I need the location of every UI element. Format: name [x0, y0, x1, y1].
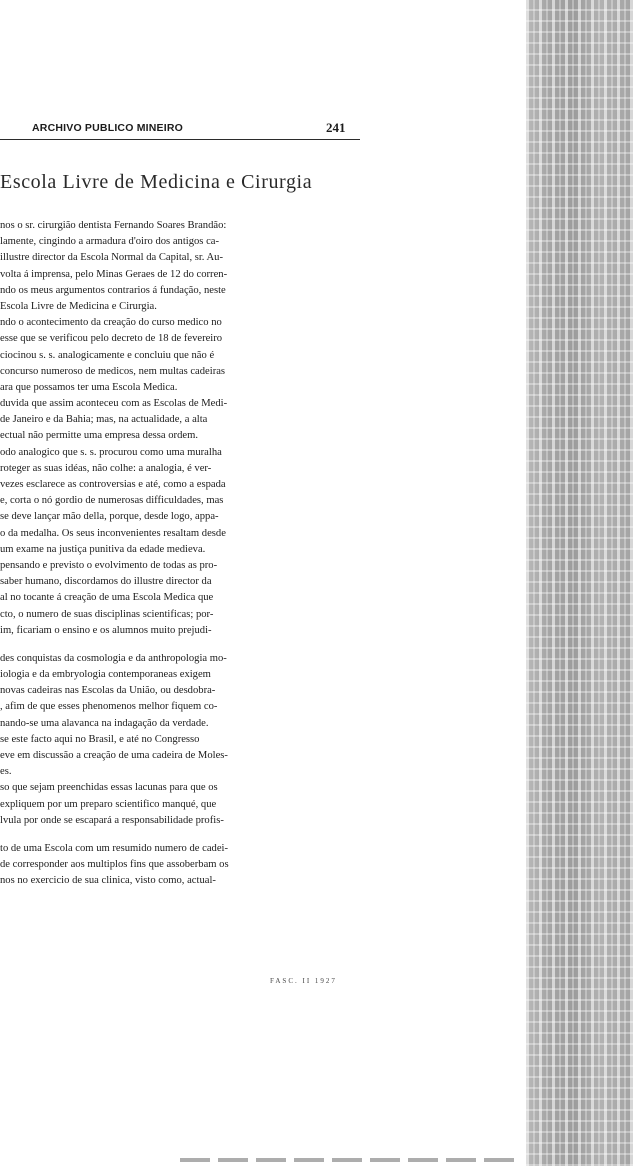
- text-line: ara que possamos ter uma Escola Medica.: [0, 381, 178, 393]
- journal-title: ARCHIVO PUBLICO MINEIRO: [32, 122, 184, 134]
- article-body: [0, 218, 362, 890]
- text-line: vezes esclarece as controversias e até, como a espada: [0, 479, 226, 490]
- text-line: ndo o acontecimento da creação do curso medico no: [0, 317, 222, 329]
- text-line: novas cadeiras nas Escolas da União, ou desdobra-: [0, 685, 216, 697]
- header-rule: [0, 139, 360, 140]
- text-line: , afim de que esses phenomenos melhor fiquem co-: [0, 701, 218, 713]
- article-title: Escola Livre de Medicina e Cirurgia: [0, 171, 313, 193]
- text-line: um exame na justiça punitiva da edade medieva.: [0, 543, 206, 555]
- text-line: al no tocante á creação de uma Escola Medica que: [0, 592, 214, 604]
- text-line: illustre director da Escola Normal da Capital, sr. Au-: [0, 252, 223, 264]
- text-line: Escola Livre de Medicina e Cirurgia.: [0, 300, 157, 312]
- text-line: ciocinou s. s. analogicamente e concluiu que não é: [0, 349, 215, 361]
- text-line: iologia e da embryologia contemporaneas exigem: [0, 669, 211, 681]
- signature-mark: FASC. II 1927: [270, 977, 337, 985]
- text-line: concurso numeroso de medicos, nem multas cadeiras: [0, 365, 226, 377]
- page-number: 241: [326, 120, 346, 135]
- text-line: se deve lançar mão della, porque, desde logo, appa-: [0, 511, 219, 523]
- text-line: eve em discussão a creação de uma cadeira de Moles-: [0, 750, 228, 761]
- text-line: duvida que assim aconteceu com as Escolas de Medi-: [0, 398, 228, 410]
- text-line: es.: [0, 766, 12, 778]
- text-line: nos no exercicio de sua clinica, visto como, actual-: [0, 875, 216, 887]
- text-line: e, corta o nó gordio de numerosas difficuldades, mas: [0, 495, 224, 507]
- running-header: [0, 120, 350, 138]
- text-line: saber humano, discordamos do illustre director da: [0, 576, 212, 588]
- text-line: des conquistas da cosmologia e da anthropologia mo-: [0, 652, 227, 664]
- text-line: ndo os meus argumentos contrarios á fundação, neste: [0, 284, 226, 296]
- text-line: esse que se verificou pelo decreto de 18 de fevereiro: [0, 333, 223, 345]
- text-line: ectual não permitte uma empresa dessa ordem.: [0, 430, 198, 442]
- text-line: so que sejam preenchidas essas lacunas para que os: [0, 782, 218, 794]
- text-line: de Janeiro e da Bahia; mas, na actualidade, a alta: [0, 414, 208, 426]
- text-line: de corresponder aos multiplos fins que assoberbam os: [0, 859, 229, 871]
- bottom-scan-marks: [180, 1158, 520, 1162]
- text-line: nando-se uma alavanca na indagação da verdade.: [0, 717, 209, 729]
- text-line: lvula por onde se escapará a responsabilidade profis-: [0, 814, 224, 826]
- text-line: nos o sr. cirurgião dentista Fernando Soares Brandão:: [0, 220, 227, 231]
- binding-edge: [526, 0, 633, 1166]
- text-line: o da medalha. Os seus inconvenientes resaltam desde: [0, 527, 226, 539]
- text-line: lamente, cingindo a armadura d'oiro dos antigos ca-: [0, 236, 220, 248]
- paragraph-gap: [0, 829, 362, 841]
- text-line: odo analogico que s. s. procurou como uma muralha: [0, 446, 222, 458]
- text-line: se este facto aqui no Brasil, e até no Congresso: [0, 733, 200, 745]
- text-line: volta á imprensa, pelo Minas Geraes de 12 do corren-: [0, 268, 228, 280]
- text-line: expliquem por um preparo scientifico manqué, que: [0, 798, 217, 810]
- text-line: roteger as suas idéas, não colhe: a analogia, é ver-: [0, 462, 212, 474]
- text-line: to de uma Escola com um resumido numero de cadei-: [0, 842, 228, 854]
- paragraph-gap: [0, 639, 362, 651]
- text-line: cto, o numero de suas disciplinas scientificas; por-: [0, 608, 214, 620]
- text-line: pensando e previsto o evolvimento de todas as pro-: [0, 559, 218, 571]
- text-line: im, ficariam o ensino e os alumnos muito prejudi-: [0, 624, 212, 636]
